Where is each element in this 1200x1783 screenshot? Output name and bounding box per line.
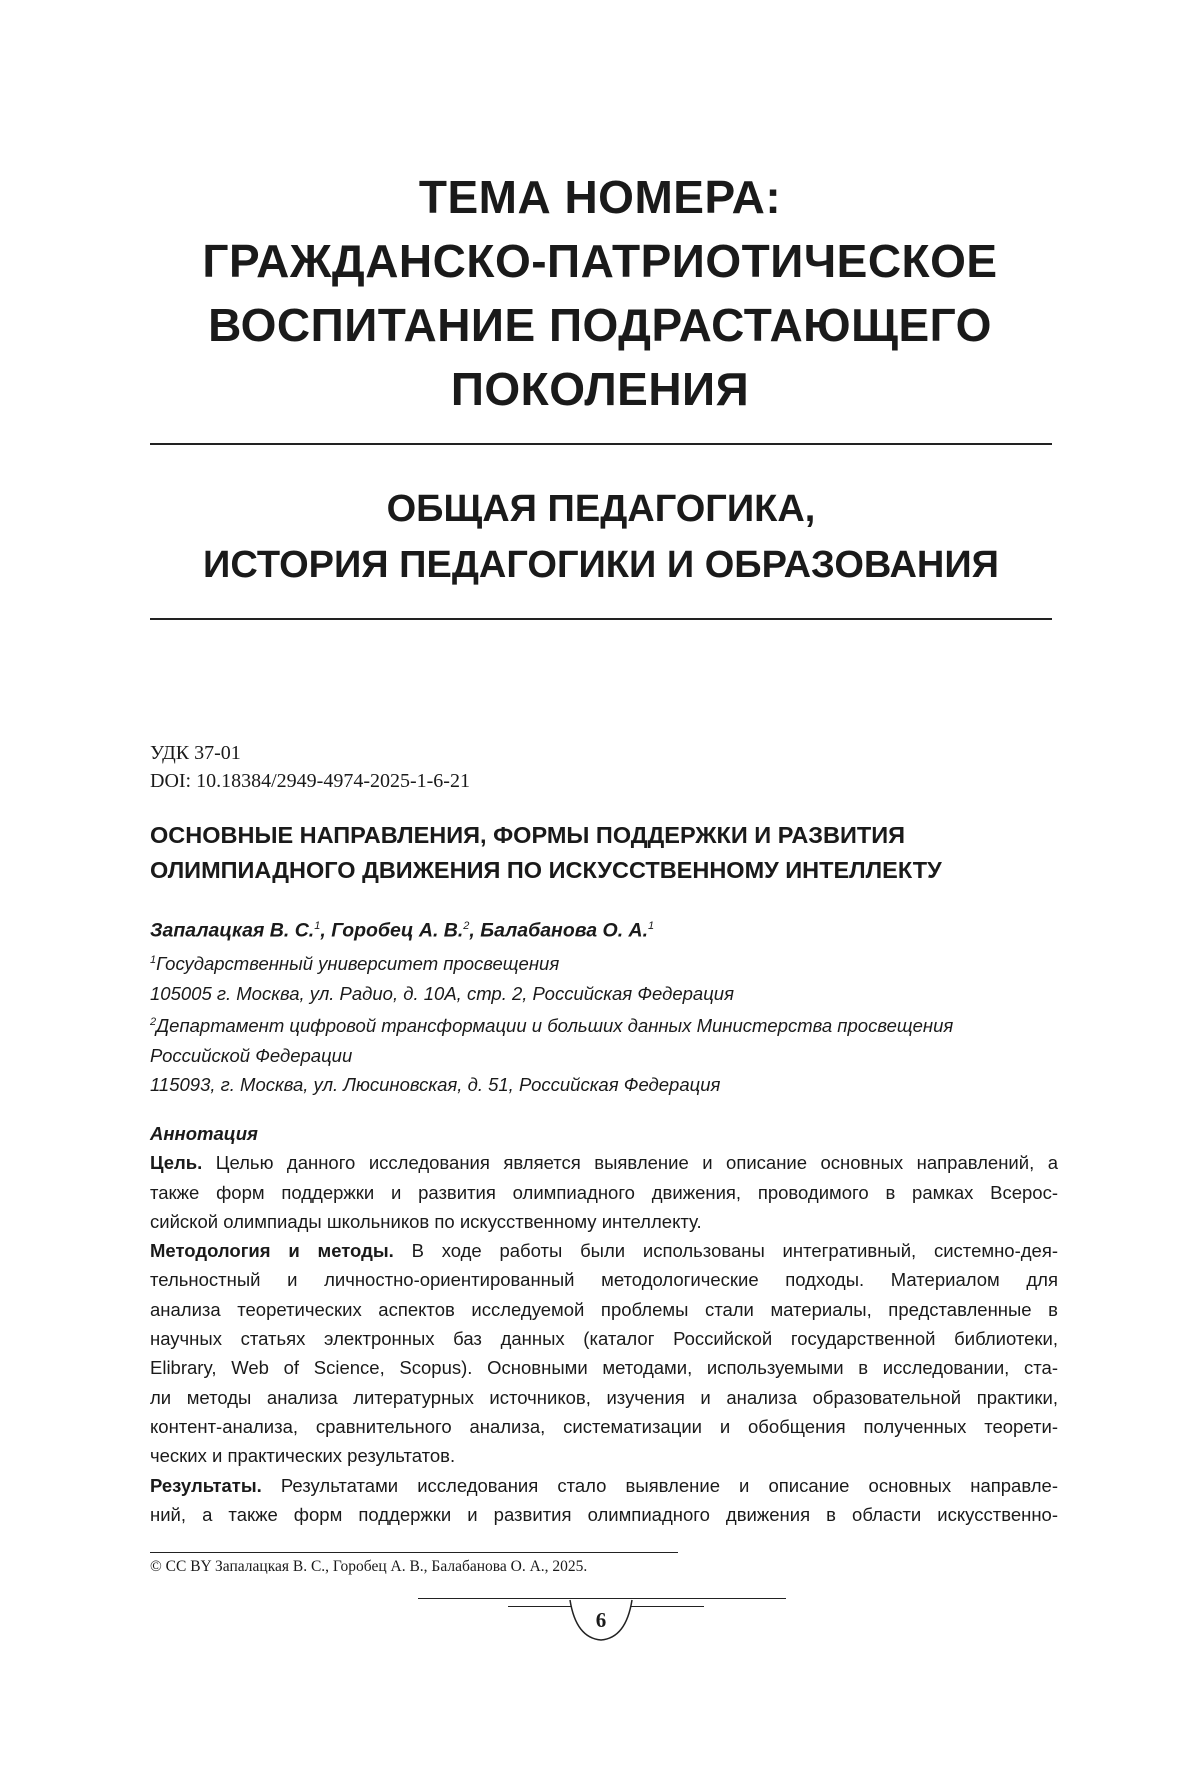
methods-text: В ходе работы были использованы интегративный, системно-дея- <box>394 1240 1058 1261</box>
results-text: Результатами исследования стало выявление и описание основных направле- <box>262 1475 1058 1496</box>
abstract-heading: Аннотация <box>150 1119 1058 1148</box>
abstract-line <box>150 1236 1058 1265</box>
abstract-line: научных статьях электронных баз данных (каталог Российской государственной библиотеки, <box>150 1324 1058 1353</box>
affiliations <box>150 946 1052 1100</box>
affiliation-line: 115093, г. Москва, ул. Люсиновская, д. 51, Российская Федерация <box>150 1070 1052 1100</box>
affil-text: Государственный университет просвещения <box>156 953 559 974</box>
author-affil-sup: 1 <box>314 920 320 932</box>
page-number-badge <box>566 1598 636 1644</box>
section-title <box>150 481 1052 593</box>
abstract-line: ний, а также форм поддержки и развития олимпиадного движения в области искусственно- <box>150 1500 1058 1529</box>
abstract-line: тельностный и личностно-ориентированный методологические подходы. Материалом для <box>150 1265 1058 1294</box>
license-footnote: © CC BY Запалацкая В. С., Горобец А. В., Балабанова О. А., 2025. <box>150 1555 587 1579</box>
abstract-line <box>150 1471 1058 1500</box>
abstract-line <box>150 1148 1058 1177</box>
theme-line: ПОКОЛЕНИЯ <box>150 357 1050 421</box>
author-separator: , <box>469 920 480 942</box>
abstract-line: ли методы анализа литературных источников, изучения и анализа образовательной практики, <box>150 1383 1058 1412</box>
abstract-line: также форм поддержки и развития олимпиадного движения, проводимого в рамках Всерос- <box>150 1178 1058 1207</box>
abstract-line: ческих и практических результатов. <box>150 1441 1058 1470</box>
divider-bottom <box>150 618 1052 620</box>
abstract-line: Elibrary, Web of Science, Scopus). Основными методами, используемыми в исследовании, ста- <box>150 1353 1058 1382</box>
author-name: Запалацкая В. С. <box>150 920 314 942</box>
affil-text: Департамент цифровой трансформации и больших данных Министерства просвещения <box>156 1015 953 1036</box>
affiliation-line: 105005 г. Москва, ул. Радио, д. 10А, стр. 2, Российская Федерация <box>150 979 1052 1009</box>
theme-line: ВОСПИТАНИЕ ПОДРАСТАЮЩЕГО <box>150 293 1050 357</box>
author-affil-sup: 2 <box>463 920 469 932</box>
doi-identifier[interactable]: DOI: 10.18384/2949-4974-2025-1-6-21 <box>150 767 470 795</box>
divider-top <box>150 443 1052 445</box>
udc-code: УДК 37-01 <box>150 739 241 767</box>
results-label: Результаты. <box>150 1475 262 1496</box>
goal-label: Цель. <box>150 1152 202 1173</box>
affiliation-line: Российской Федерации <box>150 1041 1052 1071</box>
affiliation-line <box>150 946 1052 979</box>
author-name: Балабанова О. А. <box>480 920 648 942</box>
section-line: ОБЩАЯ ПЕДАГОГИКА, <box>150 481 1052 537</box>
abstract-line: контент-анализа, сравнительного анализа, систематизации и обобщения полученных теорети- <box>150 1412 1058 1441</box>
author-separator: , <box>320 920 331 942</box>
affil-sup: 1 <box>150 954 156 966</box>
abstract <box>150 1119 1058 1529</box>
author-list <box>150 912 654 945</box>
footnote-divider <box>150 1552 678 1553</box>
journal-page <box>0 0 1200 1783</box>
author-name: Горобец А. В. <box>331 920 463 942</box>
section-line: ИСТОРИЯ ПЕДАГОГИКИ И ОБРАЗОВАНИЯ <box>150 537 1052 593</box>
abstract-line: сийской олимпиады школьников по искусственному интеллекту. <box>150 1207 1058 1236</box>
author-affil-sup: 1 <box>648 920 654 932</box>
article-title <box>150 818 1052 888</box>
page-number: 6 <box>566 1608 636 1633</box>
theme-line: ГРАЖДАНСКО-ПАТРИОТИЧЕСКОЕ <box>150 229 1050 293</box>
issue-theme-title <box>150 165 1050 421</box>
methods-label: Методология и методы. <box>150 1240 394 1261</box>
abstract-line: анализа теоретических аспектов исследуемой проблемы стали материалы, представленные в <box>150 1295 1058 1324</box>
article-title-line: ОЛИМПИАДНОГО ДВИЖЕНИЯ ПО ИСКУССТВЕННОМУ ИНТЕЛЛЕКТУ <box>150 853 1052 888</box>
affiliation-line <box>150 1008 1052 1041</box>
affil-sup: 2 <box>150 1016 156 1028</box>
goal-text: Целью данного исследования является выявление и описание основных направлений, а <box>202 1152 1058 1173</box>
theme-line: ТЕМА НОМЕРА: <box>150 165 1050 229</box>
article-title-line: ОСНОВНЫЕ НАПРАВЛЕНИЯ, ФОРМЫ ПОДДЕРЖКИ И РАЗВИТИЯ <box>150 818 1052 853</box>
